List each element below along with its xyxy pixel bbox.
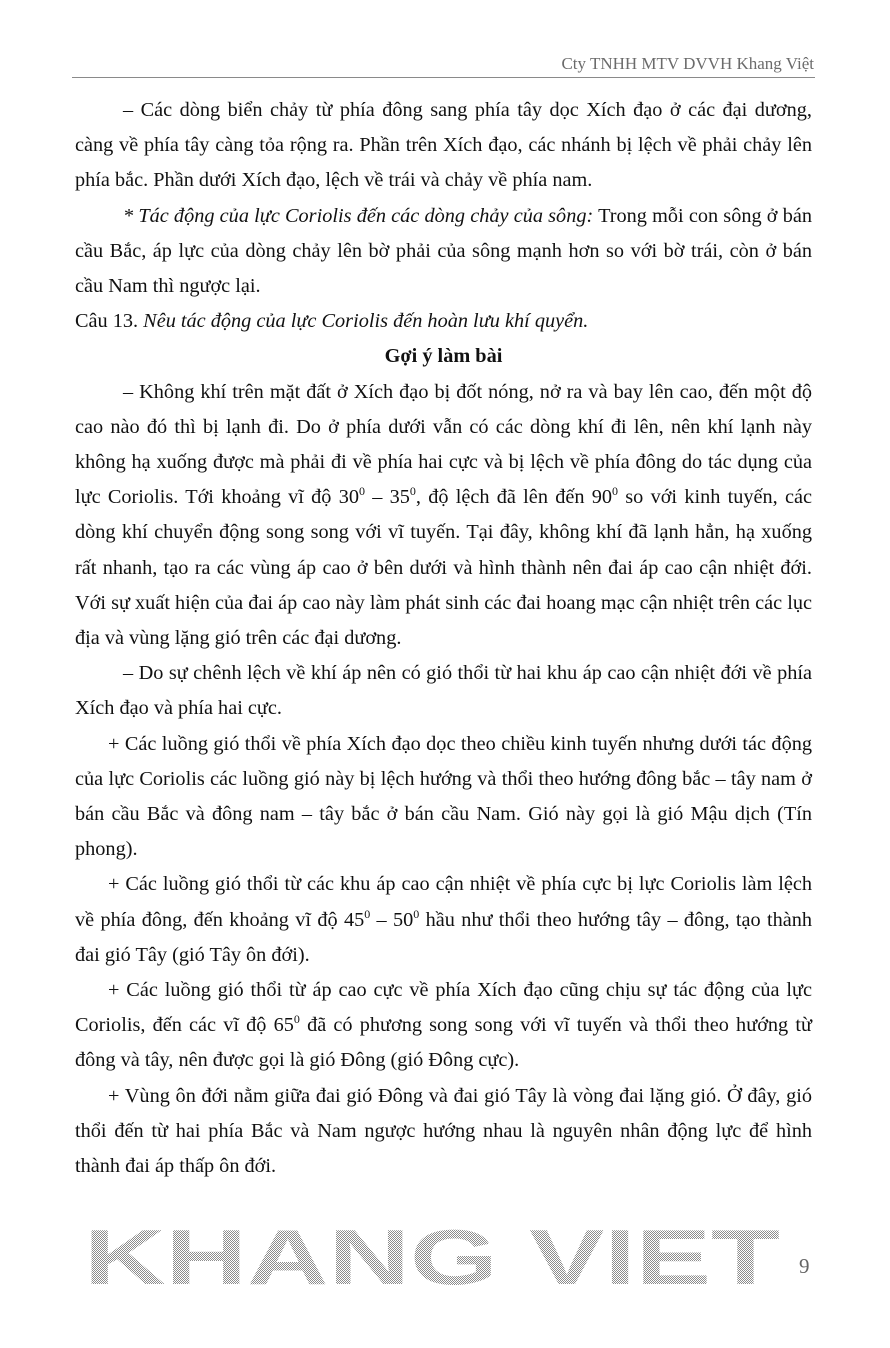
page-number: 9 [799,1254,810,1278]
paragraph: – Các dòng biển chảy từ phía đông sang phía tây dọc Xích đạo ở các đại dương, càng về phía tây càng tỏa rộng ra. Phần trên Xích đạo, các nhánh bị lệch về phải chảy lên phía bắc. Phần dưới Xích đạo, lệch về trái và chảy về phía nam. [75,99,812,192]
degree-sup: 0 [364,906,371,921]
paragraph [75,199,812,305]
paragraph-text: + Các luồng gió thổi từ áp cao cực về phía Xích đạo cũng chịu sự tác động của lực Coriolis, đến các vĩ độ 65 [75,979,812,1037]
paragraph: – Do sự chênh lệch về khí áp nên có gió thổi từ hai khu áp cao cận nhiệt đới về phía Xích đạo và phía hai cực. [75,662,812,720]
paragraph-text: + Các luồng gió thổi từ các khu áp cao cận nhiệt về phía cực bị lực Coriolis làm lệch về phía đông, đến khoảng vĩ độ 45 [75,873,812,931]
watermark-text: KHANG VIET [84,1222,780,1292]
running-header: Cty TNHH MTV DVVH Khang Việt [561,54,814,73]
paragraph-text: – 35 [364,486,410,509]
paragraph [75,973,812,1079]
degree-sup: 0 [409,484,416,499]
degree-sup: 0 [413,906,420,921]
paragraph: + Các luồng gió thổi về phía Xích đạo dọc theo chiều kinh tuyến nhưng dưới tác động của lực Coriolis các luồng gió này bị lệch hướng và thổi theo hướng đông bắc – tây nam ở bán cầu Bắc và đông nam – tây bắc ở bán cầu Nam. Gió này gọi là gió Mậu dịch (Tín phong). [75,732,812,861]
section-heading: Gợi ý làm bài [384,345,503,368]
paragraph [75,867,812,973]
paragraph-text: Trong mỗi con sông ở bán cầu Bắc, áp lực của dòng chảy lên bờ phải của sông mạnh hơn so với bờ trái, còn ở bán cầu Nam thì ngược lại. [75,204,812,298]
question [75,304,812,339]
page-body [75,93,812,1184]
paragraph [75,375,812,657]
italic-lead: * Tác động của lực Coriolis đến các dòng chảy của sông: [123,204,594,227]
degree-sup: 0 [358,484,365,499]
header-divider [72,77,815,78]
question-label: Câu 13. [75,310,139,333]
question-text: Nêu tác động của lực Coriolis đến hoàn lưu khí quyển. [138,310,589,333]
watermark-logo [82,1222,782,1292]
degree-sup: 0 [612,484,619,499]
paragraph-text: – 50 [370,908,414,931]
paragraph-text: so với kinh tuyến, các dòng khí chuyển động song song với vĩ tuyến. Tại đây, không khí đã lạnh hẳn, hạ xuống rất nhanh, tạo ra các vùng áp cao ở bên dưới và hình thành nên đai áp cao cận nhiệt đới. Với sự xuất hiện của đai áp cao này làm phát sinh các đai hoang mạc cận nhiệt trên các lục địa và vùng lặng gió trên các đại dương. [75,486,813,650]
degree-sup: 0 [293,1012,300,1027]
paragraph-text: , độ lệch đã lên đến 90 [415,486,613,509]
paragraph-text: – Không khí trên mặt đất ở Xích đạo bị đốt nóng, nở ra và bay lên cao, đến một độ cao nào đó thì bị lạnh đi. Do ở phía dưới vẫn có các dòng khí đi lên, nên khí lạnh này không hạ xuống được mà phải đi về phía hai cực và bị lệch về phía đông do tác dụng của lực Coriolis. Tới khoảng vĩ độ 30 [75,380,812,509]
paragraph: + Vùng ôn đới nằm giữa đai gió Đông và đai gió Tây là vòng đai lặng gió. Ở đây, gió thổi đến từ hai phía Bắc và Nam ngược hướng nhau là nguyên nhân động lực để hình thành đai áp thấp ôn đới. [75,1084,812,1178]
paragraph-text: hầu như thổi theo hướng tây – đông, tạo thành đai gió Tây (gió Tây ôn đới). [75,908,813,966]
paragraph-text: đã có phương song song với vĩ tuyến và thổi theo hướng từ đông và tây, nên được gọi là gió Đông (gió Đông cực). [75,1014,812,1072]
